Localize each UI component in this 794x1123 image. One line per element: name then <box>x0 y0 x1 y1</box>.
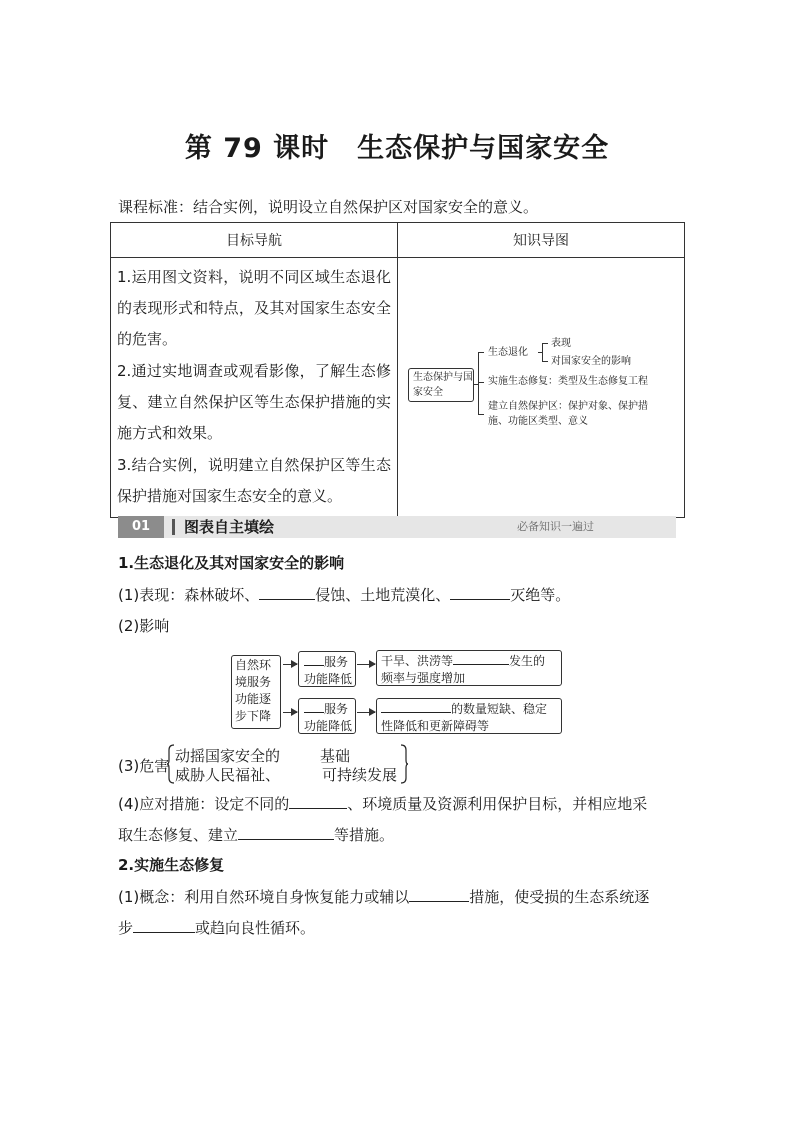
text: 的数量短缺、稳定 <box>451 702 548 716</box>
fill-blank[interactable] <box>133 917 195 933</box>
goals-cell <box>111 258 398 518</box>
flow-left-box <box>231 655 281 729</box>
mindmap-branch-3-cont: 施、功能区类型、意义 <box>488 416 588 427</box>
section-subtitle: 必备知识一遍过 <box>517 520 594 533</box>
fill-blank[interactable] <box>409 886 469 902</box>
flow-left-text: 自然环境服务功能逐步下降 <box>235 658 272 723</box>
paragraph-4-cont <box>118 824 394 845</box>
section-title: 图表自主填绘 <box>184 518 275 536</box>
paragraph-2: (2)影响 <box>118 617 170 635</box>
right-brace-icon <box>400 744 408 784</box>
flow-arrow <box>283 664 297 665</box>
heading-2: 2.实施生态修复 <box>118 856 225 874</box>
mindmap-header: 知识导图 <box>398 223 685 258</box>
text: 动摇国家安全的 <box>175 747 281 765</box>
paragraph-5-cont <box>118 917 315 938</box>
text: 可持续发展 <box>322 766 398 784</box>
fill-blank[interactable] <box>381 700 451 713</box>
mindmap-connector <box>542 343 548 344</box>
text: 等措施。 <box>334 826 395 844</box>
mindmap-root: 生态保护与国家安全 <box>408 368 474 402</box>
text: 取生态修复、建立 <box>118 826 239 844</box>
text: 步 <box>118 919 134 937</box>
fill-blank[interactable] <box>280 746 320 761</box>
flow-right-box-2 <box>376 698 562 734</box>
flow-arrow <box>283 712 297 713</box>
mindmap-connector <box>478 352 484 353</box>
text: (4)应对措施：设定不同的 <box>118 795 290 813</box>
curriculum-standard: 课程标准：结合实例，说明设立自然保护区对国家安全的意义。 <box>118 198 539 216</box>
mindmap-branch-2: 实施生态修复：类型及生态修复工程 <box>488 376 648 387</box>
fill-blank[interactable] <box>450 584 510 600</box>
text: 功能降低 <box>304 719 353 733</box>
goal-item: 2.通过实地调查或观看影像，了解生态修复、建立自然保护区等生态保护措施的实施方式和效果。 <box>117 362 391 442</box>
flow-mid-box-2 <box>298 698 356 734</box>
flow-mid-box-1 <box>298 651 356 687</box>
fill-blank[interactable] <box>289 793 347 809</box>
mindmap-connector <box>478 414 484 415</box>
goal-item: 1.运用图文资料，说明不同区域生态退化的表现形式和特点，及其对国家生态安全的危害。 <box>117 268 391 348</box>
goal-item: 3.结合实例，说明建立自然保护区等生态保护措施对国家生态安全的意义。 <box>117 456 391 505</box>
page-title: 第 79 课时 生态保护与国家安全 <box>184 133 610 164</box>
text: (1)表现：森林破坏、 <box>118 586 260 604</box>
mindmap-leaf: 表现 <box>551 338 571 349</box>
paragraph-1 <box>118 584 570 605</box>
paragraph-5 <box>118 886 649 907</box>
mindmap-branch-1: 生态退化 <box>488 347 528 358</box>
text: 性降低和更新障碍等 <box>381 719 490 733</box>
flow-arrow <box>357 664 375 665</box>
mindmap-leaf: 对国家安全的影响 <box>551 356 631 367</box>
section-divider <box>172 519 175 535</box>
text: 基础 <box>320 747 351 765</box>
text: (1)概念：利用自然环境自身恢复能力或辅以 <box>118 888 410 906</box>
fill-blank[interactable] <box>304 700 324 713</box>
text: 或趋向良性循环。 <box>195 919 316 937</box>
fill-blank[interactable] <box>238 824 334 840</box>
flow-arrow <box>357 712 375 713</box>
mindmap-connector <box>542 343 543 361</box>
mindmap-cell <box>398 258 685 518</box>
text: 干旱、洪涝等 <box>381 654 454 668</box>
fill-blank[interactable] <box>280 765 322 780</box>
text: 发生的 <box>509 654 546 668</box>
mindmap-branch-3: 建立自然保护区：保护对象、保护措 <box>488 401 648 412</box>
fill-blank[interactable] <box>304 653 324 666</box>
text: 服务 <box>324 655 349 669</box>
text: 、环境质量及资源利用保护目标，并相应地采 <box>347 795 648 813</box>
section-number: 01 <box>118 516 164 538</box>
left-brace-icon <box>167 744 175 784</box>
overview-table <box>110 222 685 518</box>
mindmap-connector <box>478 382 484 383</box>
text: 侵蚀、土地荒漠化、 <box>315 586 451 604</box>
text: 措施，使受损的生态系统逐 <box>469 888 650 906</box>
text: 威胁人民福祉、 <box>175 766 281 784</box>
section-bar <box>118 516 676 538</box>
paragraph-4 <box>118 793 647 814</box>
text: 频率与强度增加 <box>381 671 466 685</box>
paragraph-3-label: (3)危害 <box>118 757 170 775</box>
hazard-line-2 <box>175 765 397 785</box>
text: 功能降低 <box>304 672 353 686</box>
goals-header: 目标导航 <box>111 223 398 258</box>
text: 灭绝等。 <box>510 586 571 604</box>
mindmap-connector <box>542 361 548 362</box>
hazard-line-1 <box>175 746 350 766</box>
flow-right-box-1 <box>376 650 562 686</box>
mindmap-connector <box>478 352 479 414</box>
text: 服务 <box>324 702 349 716</box>
fill-blank[interactable] <box>453 652 509 665</box>
fill-blank[interactable] <box>259 584 315 600</box>
heading-1: 1.生态退化及其对国家安全的影响 <box>118 554 345 572</box>
